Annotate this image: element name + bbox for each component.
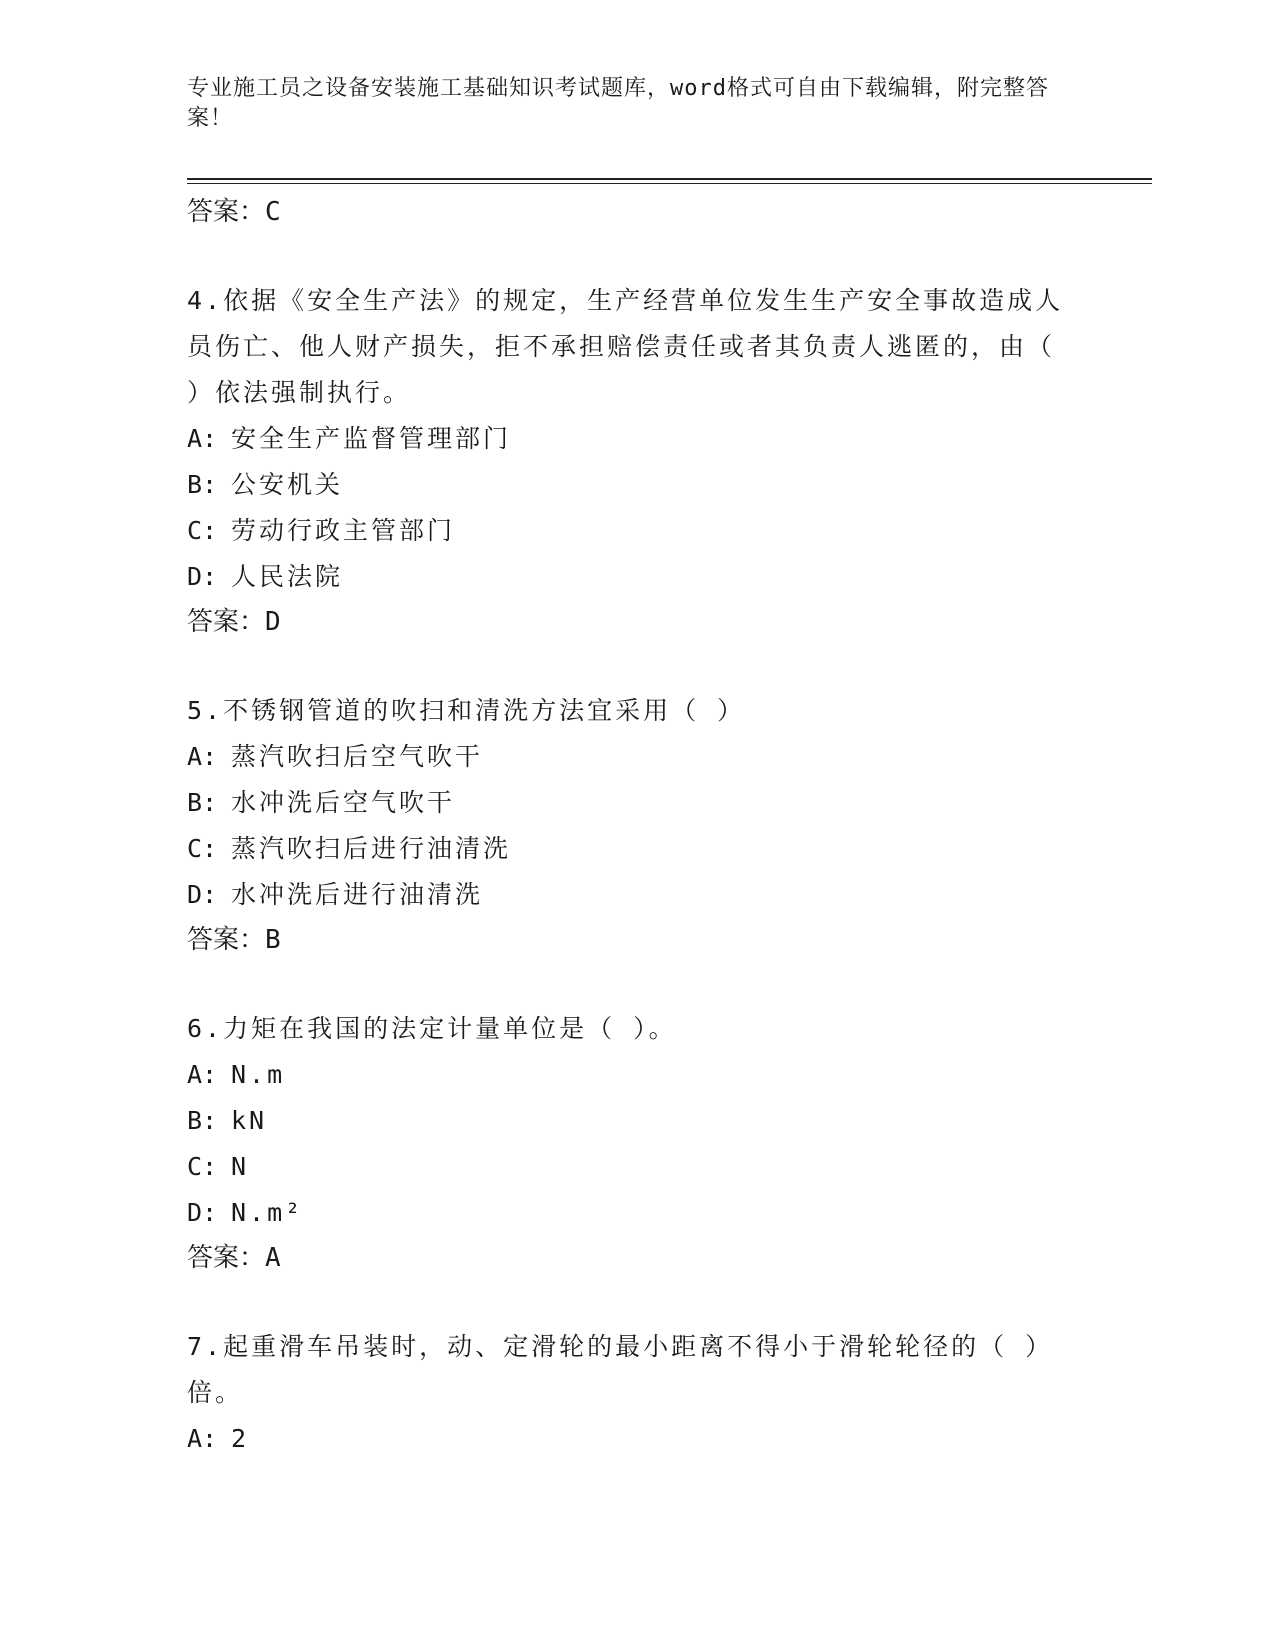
option-key: A: xyxy=(187,1424,218,1453)
option-text: kN xyxy=(231,1106,268,1135)
option-a xyxy=(187,1052,1087,1098)
answer-line xyxy=(187,918,1087,963)
answer-label: 答案： xyxy=(187,1243,266,1273)
option-a xyxy=(187,734,1087,780)
option-key: C: xyxy=(187,1152,218,1181)
question-4 xyxy=(187,278,1087,645)
answer-label: 答案： xyxy=(187,925,266,955)
option-d xyxy=(187,554,1087,600)
option-key: B: xyxy=(187,788,218,817)
answer-line xyxy=(187,1236,1087,1281)
header-divider-thin xyxy=(187,183,1152,184)
option-c xyxy=(187,508,1087,554)
option-key: A: xyxy=(187,424,218,453)
question-stem: 4.依据《安全生产法》的规定，生产经营单位发生生产安全事故造成人员伤亡、他人财产损失，拒不承担赔偿责任或者其负责人逃匿的，由（ ）依法强制执行。 xyxy=(187,286,1064,407)
option-text: N.m² xyxy=(231,1198,304,1227)
option-text: 水冲洗后空气吹干 xyxy=(231,788,456,817)
document-header: 专业施工员之设备安装施工基础知识考试题库，word格式可自由下载编辑，附完整答案！ xyxy=(187,76,1049,131)
answer-label: 答案： xyxy=(187,197,266,227)
option-key: D: xyxy=(187,1198,218,1227)
question-5 xyxy=(187,688,1087,963)
option-text: 水冲洗后进行油清洗 xyxy=(231,880,484,909)
option-text: N xyxy=(231,1152,250,1181)
option-text: 2 xyxy=(231,1424,250,1453)
option-text: 蒸汽吹扫后空气吹干 xyxy=(231,742,484,771)
option-key: C: xyxy=(187,516,218,545)
header-divider xyxy=(187,178,1152,180)
question-stem: 7.起重滑车吊装时，动、定滑轮的最小距离不得小于滑轮轮径的（ ）倍。 xyxy=(187,1332,1054,1407)
option-key: B: xyxy=(187,470,218,499)
option-c xyxy=(187,826,1087,872)
answer-line xyxy=(187,190,1087,235)
option-text: 公安机关 xyxy=(231,470,344,499)
option-text: 蒸汽吹扫后进行油清洗 xyxy=(231,834,512,863)
option-b xyxy=(187,462,1087,508)
option-key: D: xyxy=(187,562,218,591)
option-key: C: xyxy=(187,834,218,863)
option-d xyxy=(187,872,1087,918)
answer-value: D xyxy=(265,607,281,637)
question-7 xyxy=(187,1324,1087,1462)
option-a xyxy=(187,416,1087,462)
question-6 xyxy=(187,1006,1087,1281)
answer-value: C xyxy=(265,197,281,227)
option-c xyxy=(187,1144,1087,1190)
option-key: B: xyxy=(187,1106,218,1135)
question-stem: 5.不锈钢管道的吹扫和清洗方法宜采用（ ） xyxy=(187,696,746,725)
option-text: 人民法院 xyxy=(231,562,344,591)
option-b xyxy=(187,780,1087,826)
option-text: N.m xyxy=(231,1060,286,1089)
option-text: 劳动行政主管部门 xyxy=(231,516,456,545)
option-d xyxy=(187,1190,1087,1236)
option-a xyxy=(187,1416,1087,1462)
question-stem: 6.力矩在我国的法定计量单位是（ ）。 xyxy=(187,1014,677,1043)
option-text: 安全生产监督管理部门 xyxy=(231,424,512,453)
answer-label: 答案： xyxy=(187,607,266,637)
option-key: D: xyxy=(187,880,218,909)
document-body xyxy=(187,190,1087,1462)
answer-line xyxy=(187,600,1087,645)
answer-value: A xyxy=(265,1243,281,1273)
option-key: A: xyxy=(187,1060,218,1089)
option-b xyxy=(187,1098,1087,1144)
answer-value: B xyxy=(265,925,281,955)
option-key: A: xyxy=(187,742,218,771)
